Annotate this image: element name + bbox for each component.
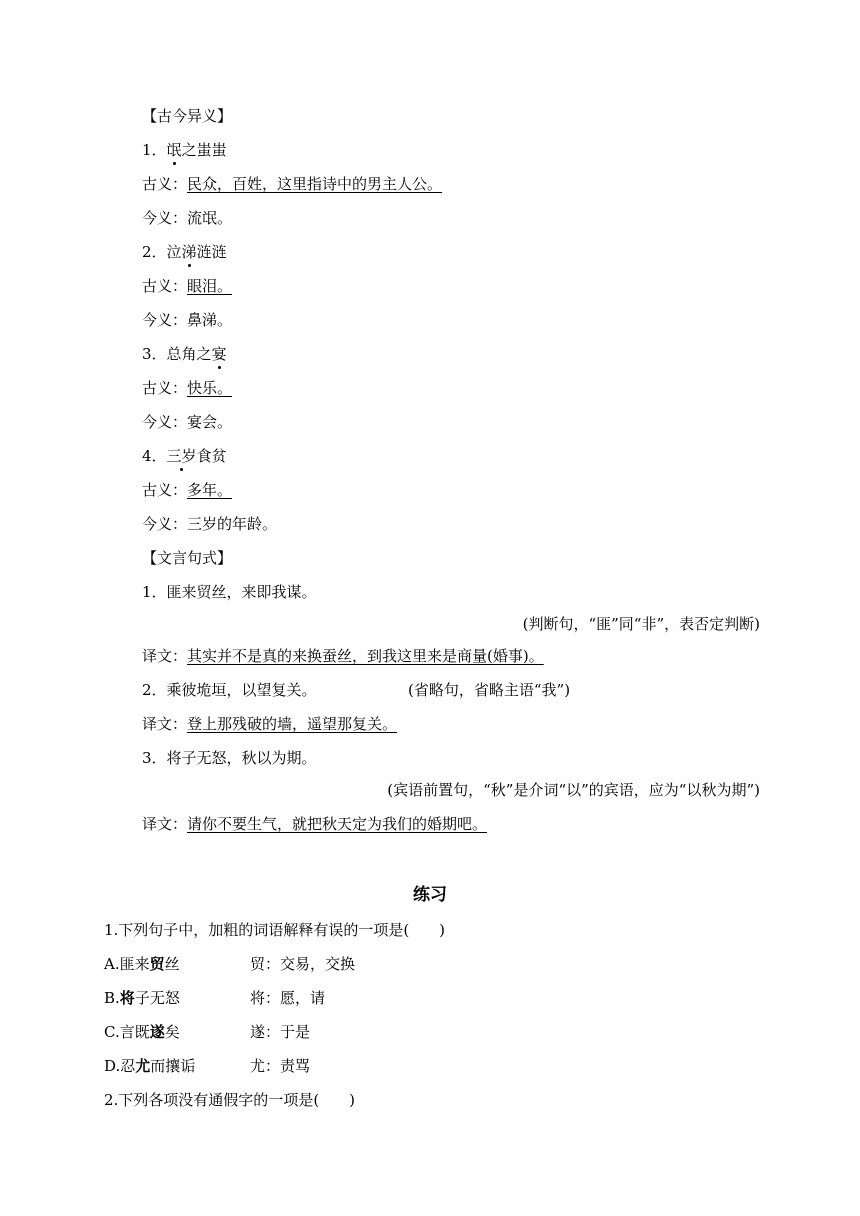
guji-item-4-modern: 今义：三岁的年龄。	[142, 515, 278, 533]
option-d-explain: 尤：责骂	[250, 1057, 311, 1075]
jushi-note-2: (省略句，省略主语“我”)	[408, 681, 571, 699]
jushi-sentence-1: 1．匪来贸丝，来即我谋。	[142, 583, 317, 601]
guji-item-1-ancient: 古义：民众，百姓，这里指诗中的男主人公。	[142, 175, 443, 193]
option-a-explain: 贸：交易，交换	[250, 955, 356, 973]
question-1: 1.下列句子中，加粗的词语解释有误的一项是( )	[104, 921, 446, 939]
practice-title: 练习	[413, 885, 447, 905]
guji-item-3: 3．总角之宴	[142, 345, 227, 363]
guji-item-2-ancient: 古义：眼泪。	[142, 277, 233, 295]
guji-item-2: 2．泣涕涟涟	[142, 243, 227, 261]
guji-item-4-ancient: 古义：多年。	[142, 481, 233, 499]
option-c: C.言既遂矣	[104, 1023, 180, 1041]
section-heading-jushi: 【文言句式】	[142, 549, 233, 567]
option-a: A.匪来贸丝	[104, 955, 180, 973]
section-heading-guji: 【古今异义】	[142, 107, 233, 125]
jushi-note-1: (判断句，“匪”同“非”，表否定判断)	[522, 615, 760, 633]
option-c-explain: 遂：于是	[250, 1023, 311, 1041]
guji-item-1-modern: 今义：流氓。	[142, 209, 233, 227]
jushi-translation-1: 译文：其实并不是真的来换蚕丝，到我这里来是商量(婚事)。	[142, 647, 544, 665]
guji-item-4: 4．三岁食贫	[142, 447, 227, 465]
jushi-translation-3: 译文：请你不要生气，就把秋天定为我们的婚期吧。	[142, 815, 488, 833]
jushi-sentence-3: 3．将子无怒，秋以为期。	[142, 749, 317, 767]
option-b: B.将子无怒	[104, 989, 180, 1007]
jushi-sentence-2: 2．乘彼垝垣，以望复关。	[142, 681, 317, 699]
option-b-explain: 将：愿，请	[250, 989, 326, 1007]
guji-item-3-modern: 今义：宴会。	[142, 413, 233, 431]
option-d: D.忍尤而攘诟	[104, 1057, 196, 1075]
jushi-note-3: (宾语前置句，“秋”是介词“以”的宾语，应为“以秋为期”)	[387, 781, 760, 799]
jushi-translation-2: 译文：登上那残破的墙，遥望那复关。	[142, 715, 398, 733]
guji-item-1: 1．氓之蚩蚩	[142, 141, 227, 159]
guji-item-2-modern: 今义：鼻涕。	[142, 311, 233, 329]
question-2: 2.下列各项没有通假字的一项是( )	[104, 1091, 356, 1109]
guji-item-3-ancient: 古义：快乐。	[142, 379, 233, 397]
